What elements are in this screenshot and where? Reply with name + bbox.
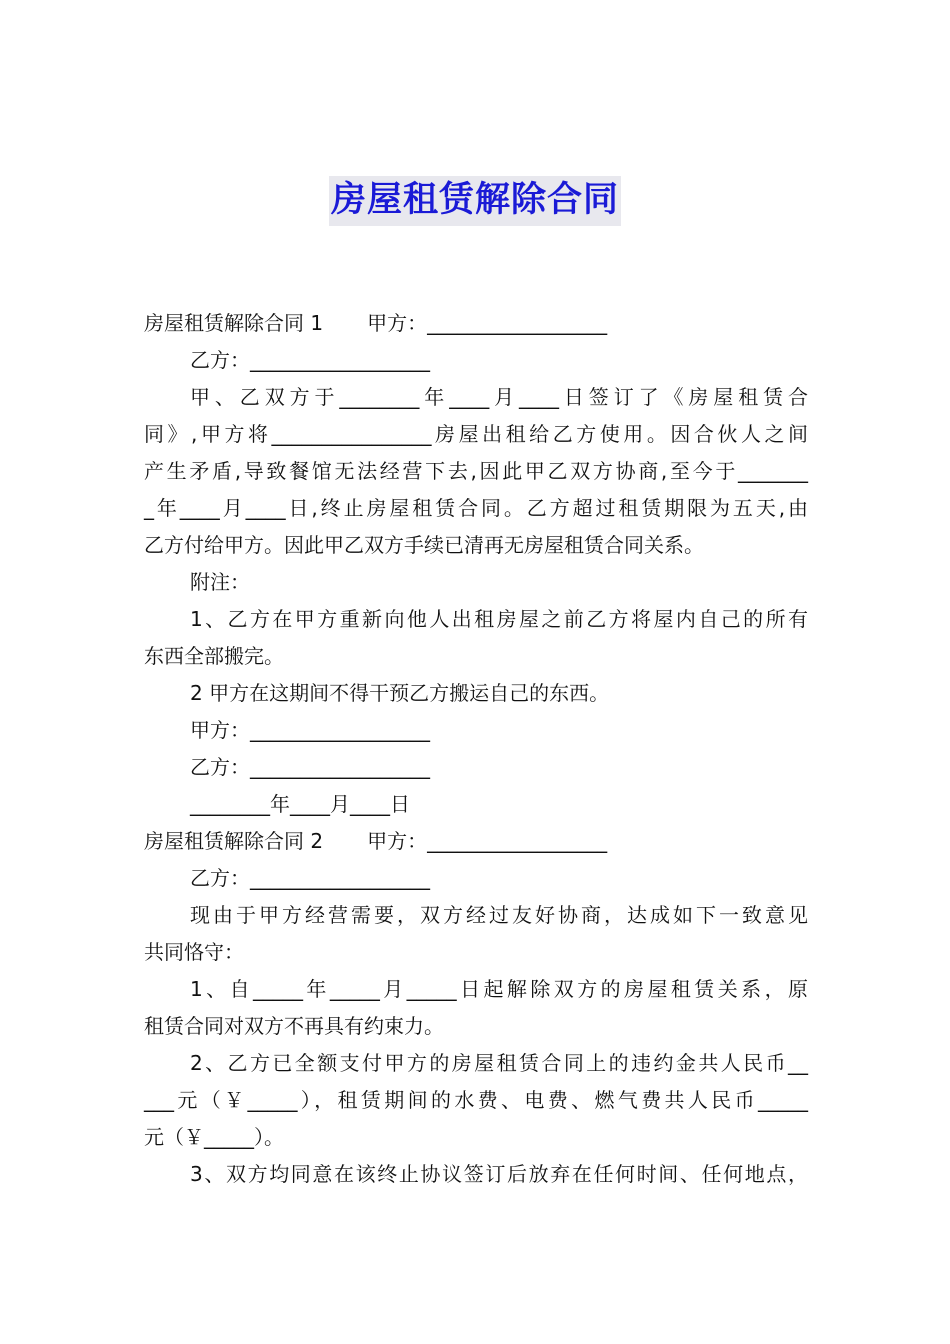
section1-note1-line: 1、乙方在甲方重新向他人出租房屋之前乙方将屋内自己的所有 [190,607,808,631]
section2-item2-line: ___元（￥_____），租赁期间的水费、电费、燃气费共人民币_____ [144,1088,808,1112]
section1-party-b: 乙方：__________________ [190,348,430,372]
section1-body-line: 同》,甲方将________________房屋出租给乙方使用。因合伙人之间 [144,422,808,446]
section1-heading: 房屋租赁解除合同 1 [144,311,324,335]
section2-party-a: 甲方：__________________ [367,829,608,853]
section1-body-line: _年____月____日,终止房屋租赁合同。乙方超过租赁期限为五天,由 [144,496,808,520]
section2-item1-line: 租赁合同对双方不再具有约束力。 [144,1014,444,1038]
section1-sign-a: 甲方：__________________ [190,718,430,742]
section2-item1-line: 1、自_____年_____月_____日起解除双方的房屋租赁关系，原 [190,977,808,1001]
document-body [144,305,808,1193]
section1-body-line: 甲、乙双方于________年____月____日签订了《房屋租赁合 [190,385,808,409]
section1-body-line: 产生矛盾,导致餐馆无法经营下去,因此甲乙双方协商,至今于_______ [144,459,808,483]
section1-note1-line: 东西全部搬完。 [144,644,284,668]
section1-sign-date: ________年____月____日 [190,792,410,816]
section1-sign-b: 乙方：__________________ [190,755,430,779]
section2-party-b: 乙方：__________________ [190,866,430,890]
title-container [0,176,950,226]
section1-note2: 2 甲方在这期间不得干预乙方搬运自己的东西。 [190,681,610,705]
section2-intro-line: 现由于甲方经营需要，双方经过友好协商，达成如下一致意见 [190,903,808,927]
section2-item2-line: 2、乙方已全额支付甲方的房屋租赁合同上的违约金共人民币__ [190,1051,808,1075]
section2-heading-line [144,823,808,860]
section2-item3-line: 3、双方均同意在该终止协议签订后放弃在任何时间、任何地点， [190,1162,808,1186]
section2-intro-line: 共同恪守： [144,940,244,964]
section1-party-a: 甲方：__________________ [367,311,608,335]
section2-item2-line: 元（￥_____）。 [144,1125,284,1149]
document-title: 房屋租赁解除合同 [329,176,621,226]
section1-note-label: 附注： [190,570,250,594]
section1-body-line: 乙方付给甲方。因此甲乙双方手续已清再无房屋租赁合同关系。 [144,533,704,557]
section1-heading-line [144,305,808,342]
section2-heading: 房屋租赁解除合同 2 [144,829,324,853]
